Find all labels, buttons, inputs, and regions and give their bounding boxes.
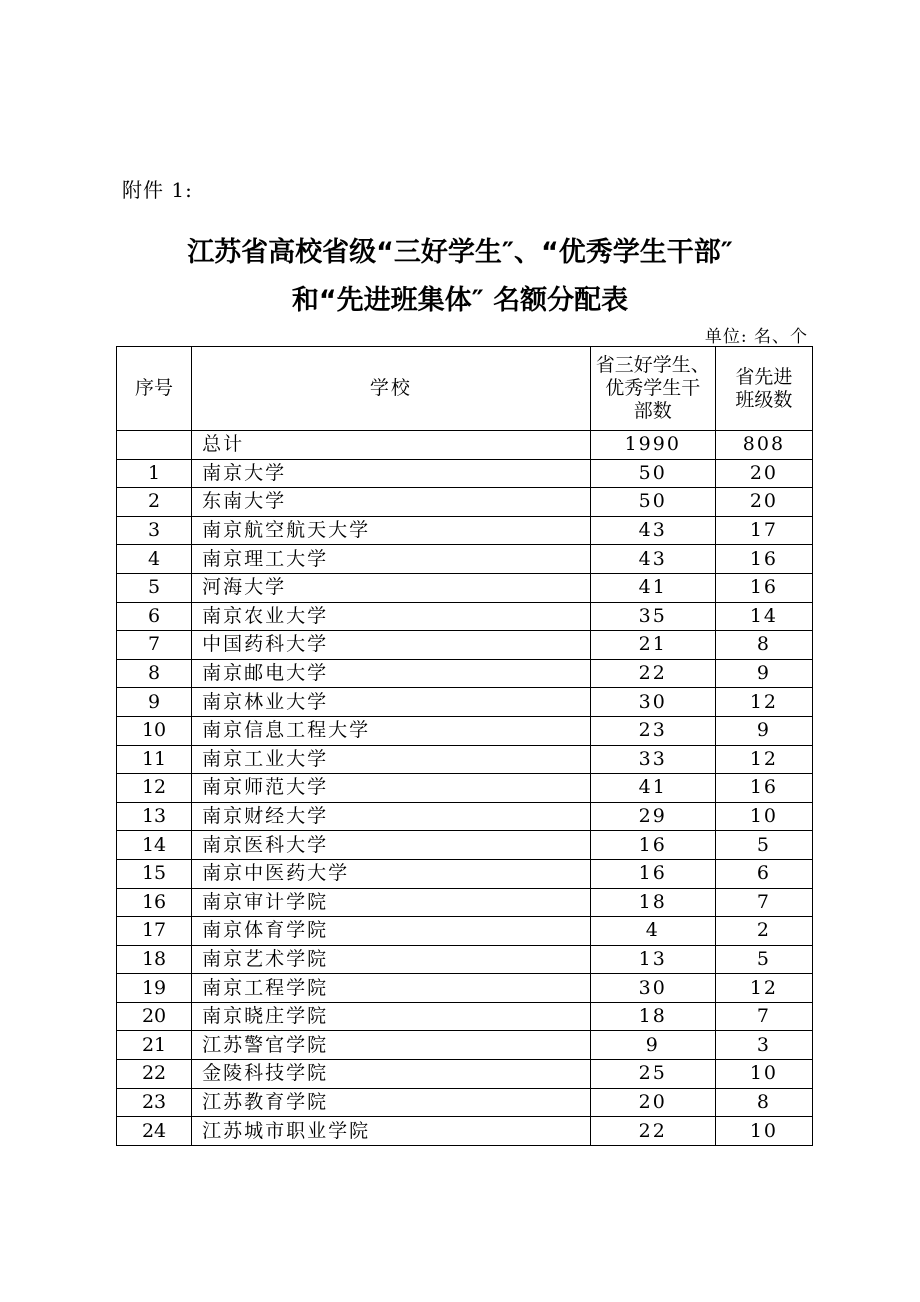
row-quota-students: 30 [590, 974, 715, 1003]
total-label: 总计 [192, 431, 591, 460]
row-quota-students: 13 [590, 945, 715, 974]
row-no: 4 [117, 545, 192, 574]
row-quota-classes: 7 [715, 1002, 812, 1031]
unit-label: 单位: 名、个 [704, 327, 808, 347]
table-row [117, 774, 813, 803]
row-no: 11 [117, 745, 192, 774]
row-school: 南京农业大学 [192, 602, 591, 631]
header-quota-classes-l1: 省先进 [735, 365, 793, 388]
row-quota-students: 22 [590, 1117, 715, 1146]
row-no: 19 [117, 974, 192, 1003]
row-quota-classes: 12 [715, 688, 812, 717]
table-row [117, 974, 813, 1003]
row-school: 金陵科技学院 [192, 1060, 591, 1089]
table-row [117, 459, 813, 488]
row-quota-students: 33 [590, 745, 715, 774]
row-no: 10 [117, 716, 192, 745]
row-quota-students: 50 [590, 459, 715, 488]
row-quota-classes: 16 [715, 774, 812, 803]
row-no: 18 [117, 945, 192, 974]
row-quota-classes: 10 [715, 1060, 812, 1089]
row-no: 17 [117, 917, 192, 946]
table-row [117, 917, 813, 946]
header-quota-students-l3: 部数 [633, 400, 672, 422]
row-quota-classes: 10 [715, 1117, 812, 1146]
row-no: 6 [117, 602, 192, 631]
row-no: 24 [117, 1117, 192, 1146]
row-school: 南京林业大学 [192, 688, 591, 717]
row-quota-students: 41 [590, 774, 715, 803]
quota-table [116, 346, 813, 1146]
table-row [117, 516, 813, 545]
table-row [117, 1088, 813, 1117]
row-quota-students: 9 [590, 1031, 715, 1060]
row-quota-students: 4 [590, 917, 715, 946]
header-quota-students [590, 347, 715, 431]
row-quota-students: 16 [590, 859, 715, 888]
table-row [117, 602, 813, 631]
row-school: 南京信息工程大学 [192, 716, 591, 745]
row-quota-students: 50 [590, 488, 715, 517]
table-row [117, 745, 813, 774]
row-quota-students: 35 [590, 602, 715, 631]
header-quota-students-l1: 省三好学生、 [595, 354, 710, 376]
row-no: 2 [117, 488, 192, 517]
row-school: 南京财经大学 [192, 802, 591, 831]
row-school: 江苏城市职业学院 [192, 1117, 591, 1146]
table-row [117, 945, 813, 974]
table-row [117, 545, 813, 574]
total-no-cell [117, 431, 192, 460]
row-school: 河海大学 [192, 573, 591, 602]
row-quota-classes: 9 [715, 716, 812, 745]
row-quota-students: 20 [590, 1088, 715, 1117]
row-no: 13 [117, 802, 192, 831]
row-quota-classes: 8 [715, 1088, 812, 1117]
row-no: 1 [117, 459, 192, 488]
total-quota-students: 1990 [590, 431, 715, 460]
row-quota-classes: 5 [715, 945, 812, 974]
table-row [117, 716, 813, 745]
row-no: 20 [117, 1002, 192, 1031]
row-school: 江苏警官学院 [192, 1031, 591, 1060]
row-school: 南京工程学院 [192, 974, 591, 1003]
row-school: 南京理工大学 [192, 545, 591, 574]
header-quota-classes [715, 347, 812, 431]
row-quota-students: 43 [590, 516, 715, 545]
row-quota-classes: 10 [715, 802, 812, 831]
header-quota-classes-l2: 班级数 [735, 388, 793, 411]
row-school: 南京审计学院 [192, 888, 591, 917]
row-school: 南京师范大学 [192, 774, 591, 803]
row-school: 南京航空航天大学 [192, 516, 591, 545]
row-school: 江苏教育学院 [192, 1088, 591, 1117]
row-quota-students: 18 [590, 888, 715, 917]
row-quota-students: 25 [590, 1060, 715, 1089]
row-school: 南京体育学院 [192, 917, 591, 946]
row-quota-classes: 6 [715, 859, 812, 888]
table-row [117, 659, 813, 688]
table-row [117, 859, 813, 888]
row-quota-classes: 2 [715, 917, 812, 946]
row-no: 7 [117, 631, 192, 660]
row-quota-students: 41 [590, 573, 715, 602]
header-quota-students-l2: 优秀学生干 [605, 377, 701, 399]
table-row [117, 1060, 813, 1089]
row-no: 12 [117, 774, 192, 803]
row-no: 21 [117, 1031, 192, 1060]
row-school: 南京大学 [192, 459, 591, 488]
row-quota-students: 43 [590, 545, 715, 574]
row-no: 15 [117, 859, 192, 888]
row-no: 5 [117, 573, 192, 602]
row-quota-classes: 20 [715, 459, 812, 488]
row-no: 8 [117, 659, 192, 688]
table-row [117, 631, 813, 660]
table-row [117, 831, 813, 860]
table-row [117, 1031, 813, 1060]
row-no: 3 [117, 516, 192, 545]
row-quota-classes: 17 [715, 516, 812, 545]
row-quota-classes: 8 [715, 631, 812, 660]
row-school: 南京工业大学 [192, 745, 591, 774]
row-quota-students: 23 [590, 716, 715, 745]
row-quota-students: 16 [590, 831, 715, 860]
title-line-1: 江苏省高校省级“三好学生″、“优秀学生干部″ [187, 237, 733, 268]
row-no: 9 [117, 688, 192, 717]
attachment-label: 附件 1: [122, 178, 193, 202]
row-quota-classes: 16 [715, 573, 812, 602]
table-row [117, 1117, 813, 1146]
row-quota-students: 18 [590, 1002, 715, 1031]
row-quota-students: 29 [590, 802, 715, 831]
row-school: 南京邮电大学 [192, 659, 591, 688]
row-quota-classes: 9 [715, 659, 812, 688]
title-line-2: 和“先进班集体″ 名额分配表 [291, 285, 629, 316]
table-row [117, 888, 813, 917]
row-school: 东南大学 [192, 488, 591, 517]
table-row [117, 488, 813, 517]
row-no: 14 [117, 831, 192, 860]
row-school: 南京中医药大学 [192, 859, 591, 888]
row-no: 23 [117, 1088, 192, 1117]
table-row [117, 802, 813, 831]
row-quota-classes: 20 [715, 488, 812, 517]
row-quota-students: 30 [590, 688, 715, 717]
table-row [117, 573, 813, 602]
row-quota-classes: 7 [715, 888, 812, 917]
row-school: 南京艺术学院 [192, 945, 591, 974]
row-quota-classes: 14 [715, 602, 812, 631]
row-school: 中国药科大学 [192, 631, 591, 660]
header-no: 序号 [117, 347, 192, 431]
row-quota-classes: 3 [715, 1031, 812, 1060]
row-quota-classes: 16 [715, 545, 812, 574]
row-quota-students: 22 [590, 659, 715, 688]
row-quota-classes: 12 [715, 745, 812, 774]
row-quota-students: 21 [590, 631, 715, 660]
row-no: 22 [117, 1060, 192, 1089]
row-quota-classes: 12 [715, 974, 812, 1003]
row-quota-classes: 5 [715, 831, 812, 860]
total-quota-classes: 808 [715, 431, 812, 460]
total-row [117, 431, 813, 460]
table-row [117, 1002, 813, 1031]
row-no: 16 [117, 888, 192, 917]
header-school: 学校 [192, 347, 591, 431]
header-row [117, 347, 813, 431]
row-school: 南京医科大学 [192, 831, 591, 860]
table-row [117, 688, 813, 717]
row-school: 南京晓庄学院 [192, 1002, 591, 1031]
